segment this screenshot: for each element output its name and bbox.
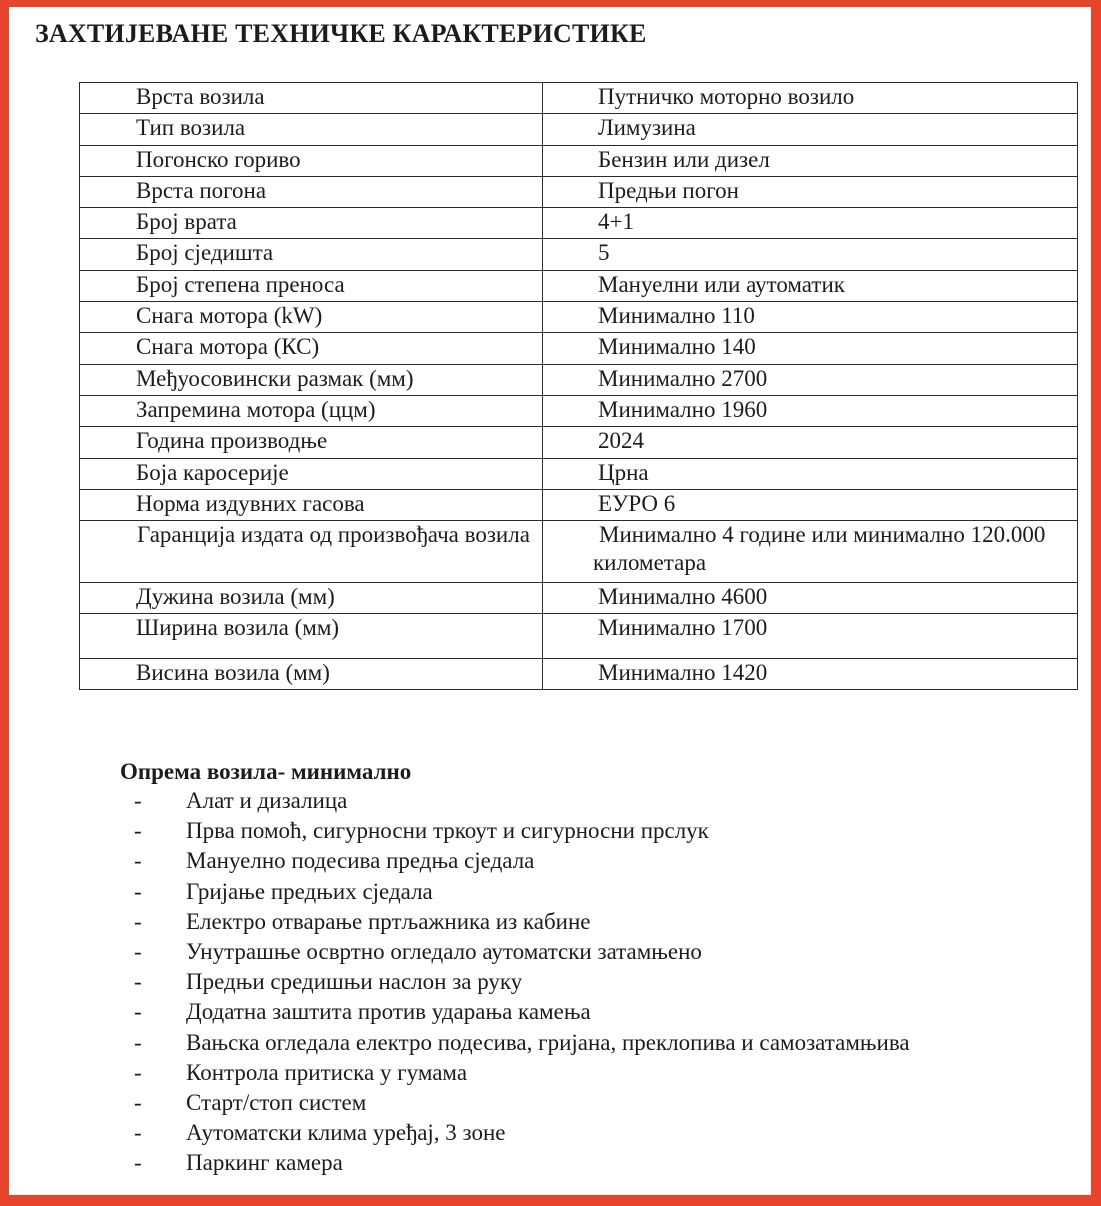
equipment-item-text: Вањска огледала електро подесива, гријана, преклопива и самозатамњива (186, 1029, 910, 1055)
equipment-item-text: Паркинг камера (186, 1150, 343, 1176)
spec-label: Гаранција издата од произвођача возила (80, 521, 543, 583)
spec-value: Минимално 1960 (543, 395, 1078, 426)
list-item (120, 1030, 910, 1060)
equipment-list (120, 788, 910, 1180)
list-item (120, 969, 910, 999)
bullet-dash: - (134, 848, 142, 874)
list-item (120, 788, 910, 818)
spec-value: 2024 (543, 427, 1078, 458)
spec-label: Тип возила (80, 114, 543, 145)
spec-value: Путничко моторно возило (543, 83, 1078, 114)
spec-value: Минимално 4600 (543, 583, 1078, 614)
table-row (80, 302, 1078, 333)
list-item (120, 1150, 910, 1180)
list-item (120, 1090, 910, 1120)
document-page (9, 7, 1091, 1195)
equipment-item-text: Контрола притиска у гумама (186, 1059, 468, 1085)
table-row (80, 176, 1078, 207)
spec-value: Минимално 1700 (543, 614, 1078, 659)
spec-value: Мануелни или аутоматик (543, 270, 1078, 301)
table-row (80, 333, 1078, 364)
spec-label: Висина возила (мм) (80, 659, 543, 690)
table-row (80, 583, 1078, 614)
bullet-dash: - (134, 878, 142, 904)
equipment-item-text: Гријање предњих сједала (186, 878, 433, 904)
list-item (120, 999, 910, 1029)
list-item (120, 818, 910, 848)
equipment-item-text: Прва помоћ, сигурносни тркоут и сигурносни прслук (186, 818, 709, 844)
list-item (120, 848, 910, 878)
equipment-item-text: Електро отварање пртљажника из кабине (186, 908, 591, 934)
bullet-dash: - (134, 969, 142, 995)
bullet-dash: - (134, 908, 142, 934)
table-row (80, 489, 1078, 520)
list-item (120, 1060, 910, 1090)
spec-label: Број сједишта (80, 239, 543, 270)
bullet-dash: - (134, 1059, 142, 1085)
spec-value: Минимално 2700 (543, 364, 1078, 395)
table-row (80, 521, 1078, 583)
spec-value: 5 (543, 239, 1078, 270)
spec-label: Врста возила (80, 83, 543, 114)
bullet-dash: - (134, 938, 142, 964)
equipment-item-text: Унутрашње освртно огледало аутоматски затамњено (186, 938, 702, 964)
spec-label: Норма издувних гасова (80, 489, 543, 520)
spec-label: Међуосовински размак (мм) (80, 364, 543, 395)
spec-label: Снага мотора (kW) (80, 302, 543, 333)
table-row (80, 364, 1078, 395)
document-title: ЗАХТИЈЕВАНЕ ТЕХНИЧКЕ КАРАКТЕРИСТИКЕ (35, 19, 647, 48)
equipment-item-text: Старт/стоп систем (186, 1089, 367, 1115)
spec-value: Минимално 4 године или минимално 120.000 километара (543, 521, 1078, 583)
spec-value: Црна (543, 458, 1078, 489)
list-item (120, 1120, 910, 1150)
spec-label: Дужина возила (мм) (80, 583, 543, 614)
spec-table (79, 82, 1078, 690)
spec-label: Година производње (80, 427, 543, 458)
bullet-dash: - (134, 788, 142, 813)
equipment-item-text: Аутоматски клима уређај, 3 зоне (186, 1120, 506, 1146)
spec-label: Ширина возила (мм) (80, 614, 543, 659)
spec-value: Предњи погон (543, 176, 1078, 207)
spec-value: 4+1 (543, 208, 1078, 239)
bullet-dash: - (134, 1089, 142, 1115)
bullet-dash: - (134, 999, 142, 1025)
spec-label: Снага мотора (КС) (80, 333, 543, 364)
spec-value: Минимално 140 (543, 333, 1078, 364)
equipment-item-text: Мануелно подесива предња сједала (186, 848, 535, 874)
table-row (80, 458, 1078, 489)
list-item (120, 909, 910, 939)
equipment-item-text: Алат и дизалица (186, 788, 348, 813)
spec-label: Врста погона (80, 176, 543, 207)
equipment-item-text: Додатна заштита против ударања камења (186, 999, 591, 1025)
spec-value: Бензин или дизел (543, 145, 1078, 176)
list-item (120, 939, 910, 969)
bullet-dash: - (134, 1029, 142, 1055)
equipment-heading: Опрема возила- минимално (120, 759, 412, 784)
spec-label: Погонско гориво (80, 145, 543, 176)
bullet-dash: - (134, 1150, 142, 1176)
spec-label: Број степена преноса (80, 270, 543, 301)
spec-value: Минимално 110 (543, 302, 1078, 333)
table-row (80, 83, 1078, 114)
equipment-section (120, 759, 910, 1180)
bullet-dash: - (134, 1120, 142, 1146)
spec-label: Запремина мотора (ццм) (80, 395, 543, 426)
table-row (80, 114, 1078, 145)
table-row (80, 145, 1078, 176)
table-row (80, 208, 1078, 239)
equipment-item-text: Предњи средишњи наслон за руку (186, 969, 523, 995)
spec-value: ЕУРО 6 (543, 489, 1078, 520)
spec-label: Број врата (80, 208, 543, 239)
list-item (120, 879, 910, 909)
bullet-dash: - (134, 818, 142, 844)
table-row (80, 270, 1078, 301)
spec-label: Боја каросерије (80, 458, 543, 489)
table-row (80, 239, 1078, 270)
table-row (80, 614, 1078, 659)
table-row (80, 395, 1078, 426)
spec-value: Минимално 1420 (543, 659, 1078, 690)
spec-value: Лимузина (543, 114, 1078, 145)
table-row (80, 427, 1078, 458)
table-row (80, 659, 1078, 690)
